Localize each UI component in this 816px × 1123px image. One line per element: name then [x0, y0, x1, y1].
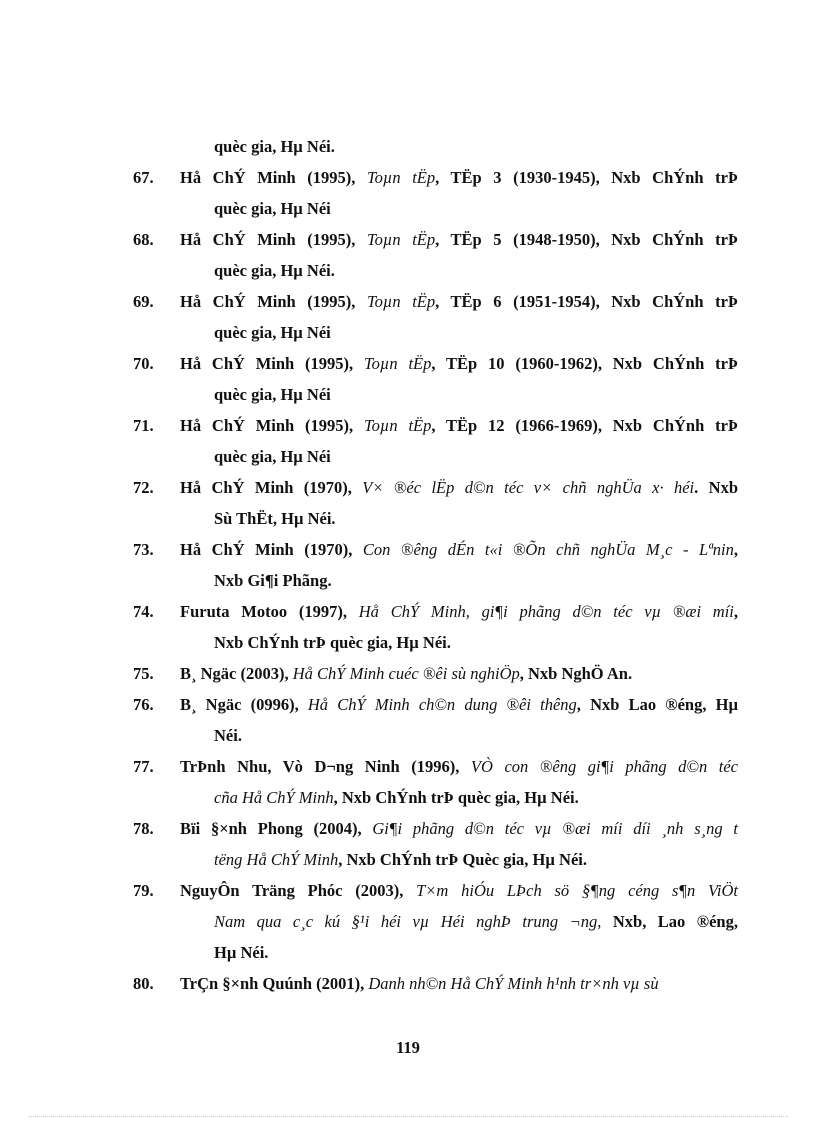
reference-text-segment: Hµ Néi.	[214, 943, 269, 962]
reference-line-continued	[214, 720, 738, 751]
reference-item	[0, 224, 816, 286]
reference-text-segment: , TËp 6 (1951-1954), Nxb ChÝnh trÞ	[435, 292, 738, 311]
reference-number: 73.	[133, 540, 154, 559]
reference-text-segment: ,	[733, 540, 738, 559]
reference-title-segment: V× ®éc lËp d©n téc v× chñ nghÜa x· héi	[362, 478, 695, 497]
reference-title-segment: Hå ChÝ Minh cuéc ®êi sù nghiÖp	[292, 664, 520, 683]
reference-line-continued	[214, 937, 738, 968]
reference-text-segment: , TËp 12 (1966-1969), Nxb ChÝnh trÞ	[431, 416, 738, 435]
reference-line-first	[180, 286, 738, 317]
reference-line-first	[180, 410, 738, 441]
reference-line-continued	[214, 441, 738, 472]
reference-text-segment: B¸ Ngäc (0996),	[180, 695, 308, 714]
reference-item	[0, 658, 816, 689]
reference-line-continued	[214, 503, 738, 534]
reference-number: 80.	[133, 974, 154, 993]
reference-title-segment: Danh nh©n Hå ChÝ Minh h¹nh tr×nh vµ sù	[368, 974, 659, 993]
reference-text-segment: quèc gia, Hµ Néi	[214, 199, 331, 218]
reference-text-segment: quèc gia, Hµ Néi	[214, 385, 331, 404]
reference-number: 77.	[133, 757, 154, 776]
reference-text-segment: Hå ChÝ Minh (1995),	[180, 416, 364, 435]
reference-title-segment: Toµn tËp	[366, 168, 436, 187]
reference-number: 68.	[133, 230, 154, 249]
reference-title-segment: VÒ con ®êng gi¶i phãng d©n téc	[470, 757, 739, 776]
reference-line-first	[180, 472, 738, 503]
reference-text-segment: Hå ChÝ Minh (1995),	[180, 292, 367, 311]
reference-line-first	[180, 658, 738, 689]
reference-text-segment: quèc gia, Hµ Néi	[214, 323, 331, 342]
reference-title-segment: Toµn tËp	[363, 354, 432, 373]
reference-line-first	[180, 968, 738, 999]
reference-text-segment: Nxb, Lao ®éng,	[601, 912, 738, 931]
reference-number: 72.	[133, 478, 154, 497]
reference-title-segment: Hå ChÝ Minh, gi¶i phãng d©n téc vµ ®æi míi	[358, 602, 734, 621]
reference-line-first	[180, 224, 738, 255]
reference-item	[0, 534, 816, 596]
reference-line-continued	[214, 782, 738, 813]
reference-line-first	[180, 348, 738, 379]
reference-item	[0, 410, 816, 472]
reference-title-segment: Gi¶i phãng d©n téc vµ ®æi míi díi ¸nh s¸ng t	[372, 819, 738, 838]
reference-number: 75.	[133, 664, 154, 683]
reference-text-segment: , Nxb ChÝnh trÞ quèc gia, Hµ Néi.	[333, 788, 579, 807]
reference-number: 71.	[133, 416, 154, 435]
continuation-line: quèc gia, Hµ Néi.	[214, 137, 335, 156]
reference-title-segment: Nam qua c¸c kú §¹i héi vµ Héi nghÞ trung ¬ng,	[214, 912, 602, 931]
reference-text-segment: quèc gia, Hµ Néi.	[214, 261, 335, 280]
reference-line-first	[180, 813, 738, 844]
reference-title-segment: Toµn tËp	[363, 416, 432, 435]
reference-item	[0, 286, 816, 348]
reference-line-first	[180, 162, 738, 193]
reference-text-segment: Furuta Motoo (1997),	[180, 602, 359, 621]
reference-text-segment: quèc gia, Hµ Néi	[214, 447, 331, 466]
reference-text-segment: Hå ChÝ Minh (1995),	[180, 168, 367, 187]
reference-text-segment: Sù ThËt, Hµ Néi.	[214, 509, 336, 528]
reference-text-segment: Nxb Gi¶i Phãng.	[214, 571, 332, 590]
reference-text-segment: , TËp 5 (1948-1950), Nxb ChÝnh trÞ	[435, 230, 738, 249]
reference-line-continued	[214, 255, 738, 286]
reference-number: 79.	[133, 881, 154, 900]
reference-number: 67.	[133, 168, 154, 187]
reference-item	[0, 472, 816, 534]
reference-text-segment: . Nxb	[694, 478, 739, 497]
reference-text-segment: Nxb ChÝnh trÞ quèc gia, Hµ Néi.	[214, 633, 451, 652]
reference-number: 70.	[133, 354, 154, 373]
reference-line-first	[180, 875, 738, 906]
reference-item	[0, 968, 816, 999]
reference-text-segment: Hå ChÝ Minh (1970),	[180, 478, 363, 497]
reference-number: 74.	[133, 602, 154, 621]
reference-text-segment: Bïi §×nh Phong (2004),	[180, 819, 373, 838]
reference-text-segment: Hå ChÝ Minh (1970),	[180, 540, 363, 559]
reference-line-continued	[214, 193, 738, 224]
reference-title-segment: Toµn tËp	[366, 292, 436, 311]
reference-text-segment: , Nxb ChÝnh trÞ Quèc gia, Hµ Néi.	[338, 850, 587, 869]
page-number: 119	[396, 1038, 420, 1057]
reference-text-segment: TrÞnh Nhu, Vò D¬ng Ninh (1996),	[180, 757, 471, 776]
reference-line-first	[180, 751, 738, 782]
reference-title-segment: Toµn tËp	[366, 230, 436, 249]
reference-text-segment: Hå ChÝ Minh (1995),	[180, 230, 367, 249]
reference-line-first	[180, 596, 738, 627]
reference-text-segment: NguyÔn Träng Phóc (2003),	[180, 881, 417, 900]
reference-item	[0, 348, 816, 410]
reference-title-segment: T×m hiÓu LÞch sö §¶ng céng s¶n ViÖt	[416, 881, 738, 900]
reference-text-segment: , Nxb Lao ®éng, Hµ	[576, 695, 738, 714]
reference-item	[0, 162, 816, 224]
reference-item	[0, 813, 816, 875]
reference-line-continued	[214, 906, 738, 937]
reference-number: 69.	[133, 292, 154, 311]
reference-line-first	[180, 689, 738, 720]
reference-text-segment: , TËp 3 (1930-1945), Nxb ChÝnh trÞ	[435, 168, 738, 187]
reference-text-segment: B¸ Ngäc (2003),	[180, 664, 293, 683]
reference-item	[0, 689, 816, 751]
reference-list	[0, 162, 816, 999]
reference-line-first	[180, 534, 738, 565]
reference-text-segment: Néi.	[214, 726, 242, 745]
reference-text-segment: ,	[733, 602, 739, 621]
reference-line-continued	[214, 379, 738, 410]
reference-text-segment: , Nxb NghÖ An.	[519, 664, 633, 683]
reference-text-segment: TrÇn §×nh Quúnh (2001),	[180, 974, 369, 993]
footer-divider	[28, 1116, 788, 1117]
reference-line-continued	[214, 565, 738, 596]
reference-item	[0, 751, 816, 813]
reference-title-segment: Hå ChÝ Minh ch©n dung ®êi thêng	[307, 695, 577, 714]
reference-title-segment: tëng Hå ChÝ Minh	[214, 850, 339, 869]
reference-number: 78.	[133, 819, 154, 838]
reference-text-segment: , TËp 10 (1960-1962), Nxb ChÝnh trÞ	[431, 354, 738, 373]
reference-line-continued	[214, 627, 738, 658]
reference-item	[0, 596, 816, 658]
reference-line-continued	[214, 317, 738, 348]
reference-line-continued	[214, 844, 738, 875]
reference-title-segment: Con ®êng dÉn t«i ®Õn chñ nghÜa M¸c - Lªnin	[362, 540, 734, 559]
reference-title-segment: cña Hå ChÝ Minh	[214, 788, 334, 807]
reference-text-segment: Hå ChÝ Minh (1995),	[180, 354, 364, 373]
reference-number: 76.	[133, 695, 154, 714]
reference-item	[0, 875, 816, 968]
